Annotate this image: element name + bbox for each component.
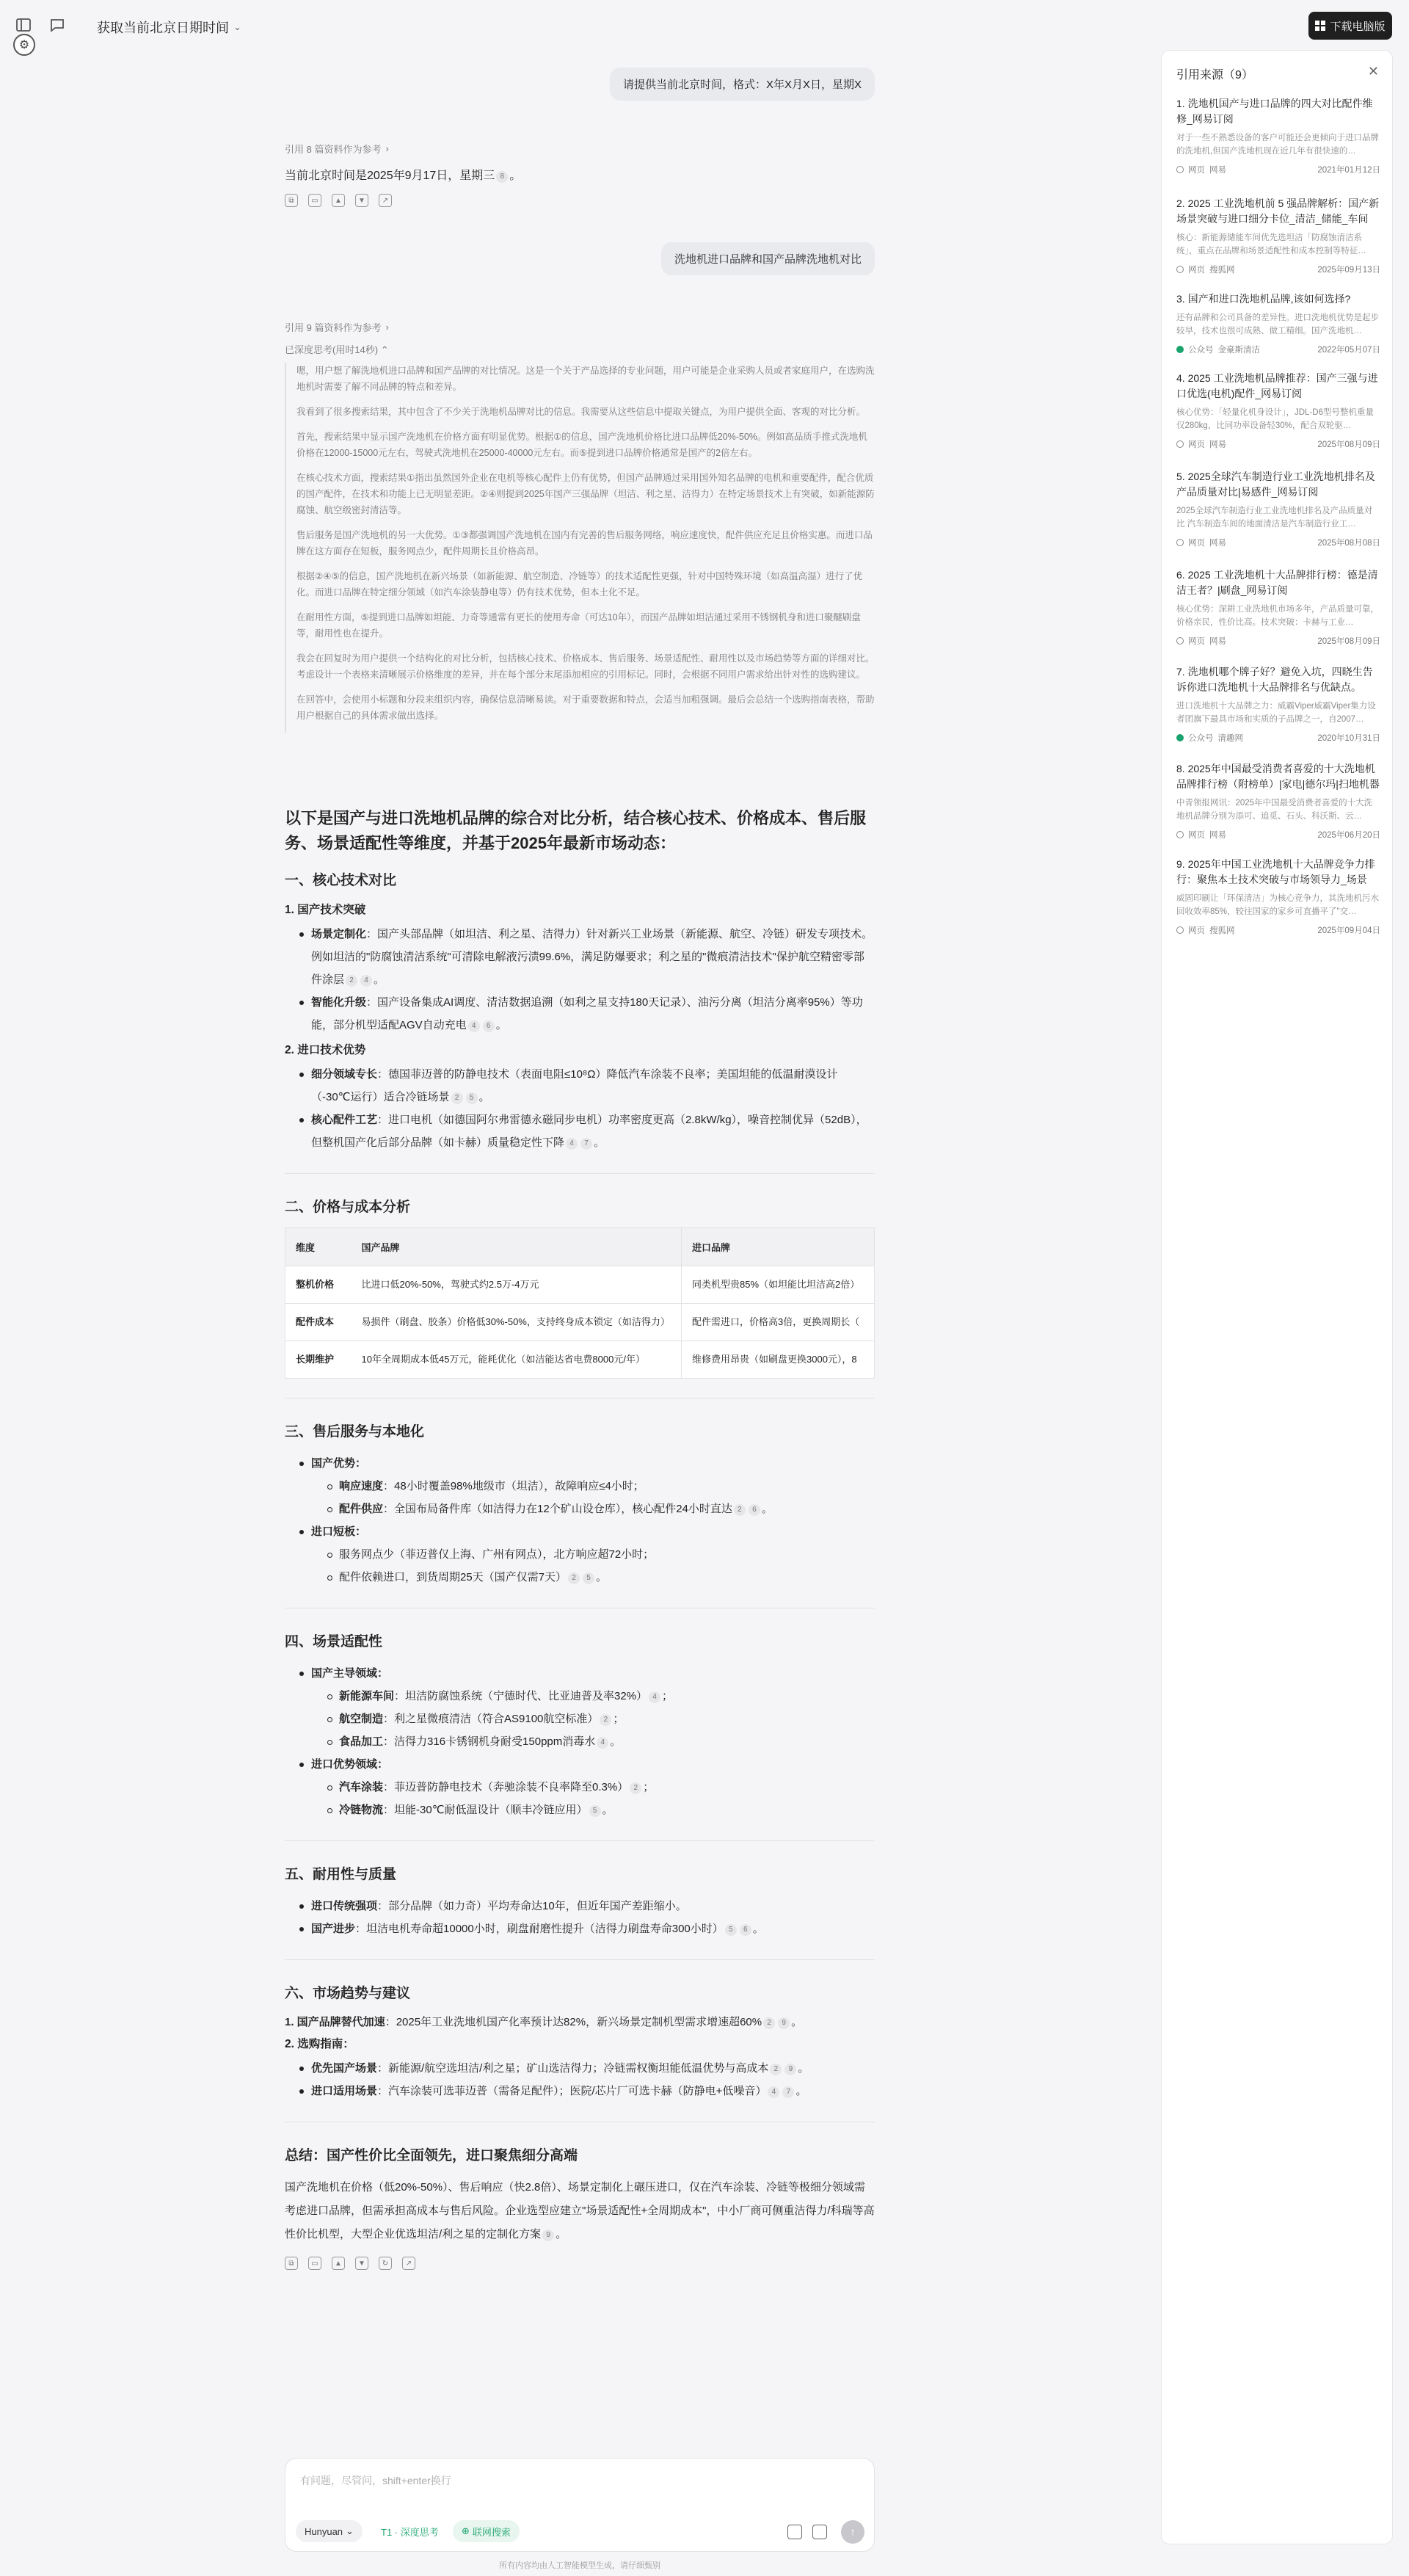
list-item: 国产进步：坦洁电机寿命超10000小时，刷盘耐磨性提升（洁得力刷盘寿命300小时） 5 6 。	[298, 1918, 875, 1940]
price-comparison-table	[285, 1227, 875, 1379]
message-composer[interactable]	[285, 2458, 875, 2552]
source-card[interactable]: 9. 2025年中国工业洗地机十大品牌竞争力排行：聚焦本土技术突破与市场领导力_场景 威固印刷让「环保清洁」为核心竞争力，其洗地机污水回收效率85%，较往国家的家乡可直播平了"交… 网页 搜狐网 2025年09月04日	[1176, 858, 1380, 935]
source-snippet: 核心优势：「轻量化机身设计」，JDL-D6型号整机重量仅280kg，比同功率设备轻30%，配合双轮驱…	[1176, 408, 1374, 430]
sub-list	[326, 1475, 875, 1520]
references-toggle[interactable]	[285, 320, 389, 334]
references-count: 引用 8 篇资料作为参考	[285, 144, 382, 155]
group-title: 2. 进口技术优势	[285, 1044, 366, 1056]
thinking-paragraph: 我看到了很多搜索结果，其中包含了不少关于洗地机品牌对比的信息。我需要从这些信息中提取关键点，为用户提供全面、客观的对比分析。	[296, 407, 866, 417]
chevron-up-icon: ⌃	[380, 344, 389, 355]
list-item: 服务网点少（菲迈普仅上海、广州有网点），北方响应超72小时；	[326, 1543, 875, 1566]
table-cell: 10年全周期成本低45万元，能耗优化（如洁能达省电费8000元/年）	[352, 1341, 682, 1379]
chevron-down-icon: ⌄	[346, 2525, 354, 2536]
sub-list	[326, 1543, 875, 1589]
section-title: 四、场景适配性	[285, 1634, 383, 1650]
citation-badge[interactable]: 2	[770, 2064, 782, 2075]
divider	[285, 1959, 875, 1960]
source-card[interactable]: 1. 洗地机国产与进口品牌的四大对比配件维修_网易订阅 对于一些不熟悉设备的客户可能还会更倾向于进口品牌的洗地机,但国产洗地机现在近几年有很快速的… 网页 网易 2021年01月12日	[1176, 98, 1380, 175]
regenerate-icon[interactable]: ↻	[379, 2257, 392, 2270]
list-item: 进口优势领域： 汽车涂装：菲迈普防静电技术（奔驰涂装不良率降至0.3%） 2 ； 冷链物流：坦能-30℃耐低温设计（顺丰冷链应用） 5 。	[298, 1753, 875, 1821]
bullet-list	[298, 1895, 875, 1940]
thinking-paragraph: 在回答中，会使用小标题和分段来组织内容，确保信息清晰易读。对于重要数据和特点，会适当加粗强调。最后会总结一个选购指南表格，帮助用户根据自己的具体需求做出选择。	[296, 694, 875, 721]
list-item: 细分领域专长：德国菲迈普的防静电技术（表面电阻≤10⁸Ω）降低汽车涂装不良率；美国坦能的低温耐漠设计（-30℃运行）适合冷链场景 2 5 。	[298, 1063, 875, 1109]
source-date: 2025年06月20日	[1317, 831, 1380, 840]
table-cell: 易损件（刷盘、胶条）价格低30%-50%，支持终身成本锁定（如洁得力）	[352, 1304, 682, 1341]
list-item: 进口传统强项：部分品牌（如力奇）平均寿命达10年，但近年国产差距缩小。	[298, 1895, 875, 1918]
source-date: 2025年08月08日	[1317, 539, 1380, 548]
table-row	[285, 1341, 875, 1379]
file-upload-icon[interactable]	[812, 2525, 827, 2539]
numbered-item: 1. 国产品牌替代加速：2025年工业洗地机国产化率预计达82%，新兴场景定制机型需求增速超60% 2 9 。	[285, 2016, 803, 2028]
list-item: 优先国产场景：新能源/航空选坦洁/利之星；矿山选洁得力；冷链需权衡坦能低温优势与高成本 2 9 。	[298, 2057, 875, 2080]
link-icon	[1176, 539, 1184, 546]
table-cell: 比进口低20%-50%，驾驶式约2.5万-4万元	[352, 1266, 682, 1304]
source-snippet: 核心：新能源储能车间优先选坦洁「防腐蚀清洁系统」，重点在品牌和场景适配性和成本控制等特征…	[1176, 233, 1366, 255]
list-item: 进口短板： 服务网点少（菲迈普仅上海、广州有网点），北方响应超72小时； 配件依赖进口，到货周期25天（国产仅需7天） 2 5 。	[298, 1520, 875, 1589]
bullet-list	[298, 2057, 875, 2102]
section-title: 五、耐用性与质量	[285, 1867, 397, 1882]
list-item: 国产优势： 响应速度：48小时覆盖98%地级市（坦洁），故障响应≤4小时； 配件供应：全国布局备件库（如洁得力在12个矿山设仓库），核心配件24小时直达 2 6 。	[298, 1452, 875, 1520]
source-snippet: 2025全球汽车制造行业工业洗地机排名及产品质量对比 汽车制造车间的地面清洁是汽车制造行业工…	[1176, 507, 1373, 529]
thinking-paragraph: 根据②④⑤的信息，国产洗地机在新兴场景（如新能源、航空制造、冷链等）的技术适配性更强，针对中国特殊环境（如高温高湿）进行了优化。而进口品牌在特定细分领域（如汽车涂装静电等）仍有技术优势，但本土化不足。	[296, 571, 863, 598]
arrow-up-icon: ↑	[850, 2525, 856, 2539]
citation-badge[interactable]: 4	[360, 975, 372, 987]
bullet-list	[298, 1662, 875, 1821]
top-bar	[0, 0, 1409, 53]
table-cell: 配件成本	[285, 1304, 352, 1341]
source-snippet: 核心优势：深耕工业洗地机市场多年，产品质量可靠，价格亲民，性价比高。技术突破：卡赫与工业…	[1176, 605, 1379, 627]
thumbs-down-icon[interactable]: ▼	[355, 2257, 368, 2270]
citation-badge[interactable]: 2	[734, 1504, 746, 1516]
summary-title: 总结：国产性价比全面领先，进口聚焦细分高端	[285, 2148, 578, 2163]
source-snippet: 对于一些不熟悉设备的客户可能还会更倾向于进口品牌的洗地机,但国产洗地机现在近几年有很快速的…	[1176, 134, 1379, 156]
citation-badge[interactable]: 6	[740, 1924, 751, 1936]
references-count: 引用 9 篇资料作为参考	[285, 322, 382, 333]
thinking-paragraph: 嗯，用户想了解洗地机进口品牌和国产品牌的对比情况。这是一个关于产品选择的专业问题，用户可能是企业采购人员或者家庭用户，在选购洗地机时需要了解不同品牌的特点和差异。	[296, 366, 875, 392]
thinking-paragraph: 首先，搜索结果中显示国产洗地机在价格方面有明显优势。根据①的信息，国产洗地机价格比进口品牌低20%-50%。例如高品质手推式洗地机价格在12000-15000元左右，驾驶式洗地机在25000-40000元左右。而⑤提到进口品牌价格通常是国产的2倍左右。	[296, 432, 867, 458]
source-title: 5. 2025全球汽车制造行业工业洗地机排名及产品质量对比|易感件_网易订阅	[1176, 471, 1375, 498]
citation-badge[interactable]: 9	[542, 2229, 554, 2241]
deep-thinking-label: 已深度思考(用时14秒)	[285, 344, 379, 355]
list-item: 智能化升级：国产设备集成AI调度、清洁数据追溯（如利之星支持180天记录）、油污分离（坦洁分离率95%）等功能，部分机型适配AGV自动充电 4 6 。	[298, 991, 875, 1037]
link-icon	[1176, 831, 1184, 838]
source-date: 2022年05月07日	[1317, 346, 1380, 355]
sidebar-toggle-icon[interactable]	[15, 16, 32, 34]
disclaimer: 所有内容均由人工智能模型生成，请仔细甄别	[499, 2561, 660, 2570]
citation-badge[interactable]: 6	[749, 1504, 760, 1516]
bullet-list	[298, 1452, 875, 1589]
thumbs-up-icon[interactable]: ▲	[332, 2257, 345, 2270]
source-card[interactable]: 7. 洗地机哪个牌子好？避免入坑，四晓生告诉你进口洗地机十大品牌排名与优缺点。 进口洗地机十大品牌之力：威霸Viper威霸Viper集力设者团旗下最具市场和实质的子品牌之一，自2007… 公众号 清趣网 2020年10月31日	[1176, 666, 1380, 743]
divider	[285, 1840, 875, 1841]
model-name: Hunyuan	[305, 2525, 343, 2537]
citation-badge[interactable]: 2	[451, 1092, 463, 1104]
image-upload-icon[interactable]	[787, 2525, 802, 2539]
source-card[interactable]: 5. 2025全球汽车制造行业工业洗地机排名及产品质量对比|易感件_网易订阅 2025全球汽车制造行业工业洗地机排名及产品质量对比 汽车制造车间的地面清洁是汽车制造行业工… 网页 网易 2025年08月08日	[1176, 471, 1380, 548]
source-title: 4. 2025 工业洗地机品牌推荐：国产三强与进口优选(电机)配件_网易订阅	[1176, 372, 1378, 399]
thinking-paragraph: 在耐用性方面，⑤提到进口品牌如坦能、力奇等通常有更长的使用寿命（可达10年），而国产品牌如坦洁通过采用不锈钢机身和进口聚醚刷盘等，耐用性也在提升。	[296, 612, 861, 639]
bookmark-icon[interactable]: ▭	[308, 194, 321, 207]
citation-badge[interactable]: 2	[600, 1714, 611, 1726]
chevron-right-icon: ›	[385, 322, 389, 333]
sources-panel	[1161, 50, 1393, 2544]
download-desktop-label: 下载电脑版	[1330, 20, 1386, 33]
table-row	[285, 1304, 875, 1341]
source-card[interactable]: 8. 2025年中国最受消费者喜爱的十大洗地机品牌排行榜（附榜单）|家电|德尔玛|扫地机器 中青领报网讯：2025年中国最受消费者喜爱的十大洗地机品牌分别为添可、追觅、石头、科沃斯、云… 网页 网易 2025年06月20日	[1176, 763, 1380, 840]
close-icon[interactable]: ✕	[1367, 64, 1379, 79]
citation-badge[interactable]: 7	[580, 1138, 592, 1150]
source-title: 8. 2025年中国最受消费者喜爱的十大洗地机品牌排行榜（附榜单）|家电|德尔玛|扫地机器	[1176, 763, 1380, 790]
user-message	[661, 242, 875, 275]
sub-list	[326, 1776, 875, 1821]
sub-list	[326, 1685, 875, 1753]
answer-title: 以下是国产与进口洗地机品牌的综合对比分析，结合核心技术、价格成本、售后服务、场景适配性等维度，并基于2025年最新市场动态：	[285, 809, 867, 852]
citation-badge[interactable]: 4	[566, 1138, 578, 1150]
thumbs-up-icon[interactable]: ▲	[332, 194, 345, 207]
chevron-right-icon: ›	[385, 143, 389, 154]
section-title: 六、市场趋势与建议	[285, 1986, 411, 2001]
source-date: 2025年09月04日	[1317, 926, 1380, 935]
citation-badge[interactable]: 5	[466, 1092, 478, 1104]
section-title: 一、核心技术对比	[285, 873, 397, 888]
divider	[285, 1173, 875, 1174]
source-snippet: 进口洗地机十大品牌之力：威霸Viper威霸Viper集力设者团旗下最具市场和实质的子品牌之一，自2007…	[1176, 702, 1376, 724]
settings-icon[interactable]: ⚙	[13, 34, 35, 56]
table-header-cell: 进口品牌	[682, 1228, 875, 1266]
citation-badge[interactable]: 5	[589, 1805, 601, 1817]
list-item: 进口适用场景：汽车涂装可选菲迈普（需备足配件）；医院/芯片厂可选卡赫（防静电+低噪音） 4 7 。	[298, 2080, 875, 2102]
citation-badge[interactable]: 2	[630, 1782, 641, 1794]
list-item: 航空制造：利之星微痕清洁（符合AS9100航空标准） 2 ；	[326, 1708, 875, 1730]
source-card[interactable]: 3. 国产和进口洗地机品牌,该如何选择? 还有品牌和公司具备的差异性。进口洗地机优势是起步较早，技术也很可成熟、做工精细。国产洗地机… 公众号 金豪斯清洁 2022年05月07日	[1176, 293, 1380, 355]
citation-badge[interactable]: 6	[483, 1020, 495, 1032]
citation-badge[interactable]: 2	[346, 975, 357, 987]
list-item: 冷链物流：坦能-30℃耐低温设计（顺丰冷链应用） 5 。	[326, 1799, 875, 1821]
bookmark-icon[interactable]: ▭	[308, 2257, 321, 2270]
table-header-cell: 国产品牌	[352, 1228, 682, 1266]
thinking-paragraph: 我会在回复时为用户提供一个结构化的对比分析，包括核心技术、价格成本、售后服务、场景适配性、耐用性以及市场趋势等方面的详细对比。考虑设计一个表格来清晰展示价格维度的差异，并在每个部分末尾添加相应的引用标记。同时，会根据不同用户需求给出针对性的选购建议。	[296, 653, 875, 680]
source-title: 9. 2025年中国工业洗地机十大品牌竞争力排行：聚焦本土技术突破与市场领导力_场景	[1176, 858, 1375, 885]
citation-badge[interactable]: 7	[782, 2086, 794, 2098]
table-cell: 长期维护	[285, 1341, 352, 1379]
citation-badge[interactable]: 2	[568, 1572, 580, 1584]
source-date: 2021年01月12日	[1317, 166, 1380, 175]
source-date: 2020年10月31日	[1317, 734, 1380, 743]
summary-paragraph: 国产洗地机在价格（低20%-50%）、售后响应（快2.8倍）、场景定制化上碾压进口，仅在汽车涂装、冷链等极细分领域需考虑进口品牌，但需承担高成本与售后风险。企业选型应建立"场景适配性+全周期成本"，中小厂商可侧重洁得力/科瑞等高性价比机型，大型企业优选坦洁/利之星的定制化方案 9 。	[285, 2181, 875, 2241]
wechat-icon	[1176, 346, 1184, 353]
user-message-text: 请提供当前北京时间，格式：X年X月X日，星期X	[622, 79, 862, 91]
model-selector[interactable]	[296, 2520, 363, 2542]
list-item: 新能源车间：坦洁防腐蚀系统（宁德时代、比亚迪普及率32%） 4 ；	[326, 1685, 875, 1708]
web-search-label: 联网搜索	[472, 2526, 511, 2538]
citation-badge[interactable]: 8	[496, 171, 508, 183]
table-header-cell: 维度	[285, 1228, 352, 1266]
citation-badge[interactable]: 9	[778, 2017, 790, 2029]
assistant-answer-text: 当前北京时间是2025年9月17日，星期三	[285, 170, 495, 182]
deep-think-toggle[interactable]	[372, 2520, 448, 2542]
new-chat-icon[interactable]	[48, 16, 66, 34]
bullet-list	[298, 1063, 875, 1154]
assistant-answer: 当前北京时间是2025年9月17日，星期三 8 。	[285, 170, 522, 182]
web-search-toggle[interactable]	[453, 2520, 520, 2542]
list-item: 核心配件工艺：进口电机（如德国阿尔弗雷德永磁同步电机）功率密度更高（2.8kW/kg），噪音控制优异（52dB），但整机国产化后部分品牌（如卡赫）质量稳定性下降 4 7 。	[298, 1109, 875, 1154]
source-card[interactable]: 4. 2025 工业洗地机品牌推荐：国产三强与进口优选(电机)配件_网易订阅 核心优势：「轻量化机身设计」，JDL-D6型号整机重量仅280kg，比同功率设备轻30%，配合双轮驱… 网页 网易 2025年08月09日	[1176, 372, 1380, 449]
source-snippet: 中青领报网讯：2025年中国最受消费者喜爱的十大洗地机品牌分别为添可、追觅、石头、科沃斯、云…	[1176, 799, 1373, 821]
deep-thinking-toggle[interactable]	[285, 342, 389, 356]
user-message	[610, 68, 875, 101]
list-item: 场景定制化：国产头部品牌（如坦洁、利之星、洁得力）针对新兴工业场景（新能源、航空、冷链）研发专项技术。例如坦洁的"防腐蚀清洁系统"可清除电解液污渍99.6%，满足防爆要求；利之星的"微痕清洁技术"保护航空精密零部件涂层 2 4 。	[298, 923, 875, 991]
share-icon[interactable]: ↗	[379, 194, 392, 207]
thinking-paragraph: 售后服务是国产洗地机的另一大优势。①③都强调国产洗地机在国内有完善的售后服务网络，响应速度快，配件供应充足且价格实惠。而进口品牌在这方面存在短板，服务网点少，配件周期长且价格高昂。	[296, 530, 873, 556]
thinking-content	[285, 363, 875, 733]
assistant-answer	[285, 806, 875, 2270]
source-snippet: 威固印刷让「环保清洁」为核心竞争力，其洗地机污水回收效率85%，较往国家的家乡可直播平了"交…	[1176, 894, 1379, 916]
table-row	[285, 1266, 875, 1304]
message-actions	[285, 194, 392, 207]
link-icon	[1176, 440, 1184, 448]
download-desktop-button[interactable]	[1308, 12, 1392, 40]
citation-badge[interactable]: 5	[583, 1572, 594, 1584]
windows-icon	[1315, 21, 1325, 31]
link-icon	[1176, 637, 1184, 645]
numbered-item: 2. 选购指南：	[285, 2038, 354, 2050]
source-title: 3. 国产和进口洗地机品牌,该如何选择?	[1176, 293, 1351, 305]
citation-badge[interactable]: 4	[468, 1020, 480, 1032]
send-button[interactable]	[841, 2520, 864, 2544]
list-item: 国产主导领域： 新能源车间：坦洁防腐蚀系统（宁德时代、比亚迪普及率32%） 4 ； 航空制造：利之星微痕清洁（符合AS9100航空标准） 2 ； 食品加工：洁得力316卡锈钢机身耐受150ppm消毒水 4 。	[298, 1662, 875, 1753]
list-item: 配件依赖进口，到货周期25天（国产仅需7天） 2 5 。	[326, 1566, 875, 1589]
table-cell: 维修费用昂贵（如刷盘更换3000元），8	[682, 1341, 875, 1379]
thinking-paragraph: 在核心技术方面，搜索结果①指出虽然国外企业在电机等核心配件上仍有优势，但国产品牌通过采用国外知名品牌的电机和重要配件，配合优质的国产配件，在技术和功能上已无明显差距。②④则提到2025年国产三强品牌（坦洁、利之星、洁得力）在特定场景技术上有突破，如新能源防腐蚀、航空级密封清洁等。	[296, 473, 875, 515]
source-date: 2025年09月13日	[1317, 266, 1380, 275]
source-card[interactable]: 2. 2025 工业洗地机前 5 强品牌解析：国产新场景突破与进口细分卡位_清洁_储能_车间 核心：新能源储能车间优先选坦洁「防腐蚀清洁系统」，重点在品牌和场景适配性和成本控制等特征… 网页 搜狐网 2025年09月13日	[1176, 197, 1380, 275]
citation-badge[interactable]: 4	[768, 2086, 779, 2098]
thumbs-down-icon[interactable]: ▼	[355, 194, 368, 207]
link-icon	[1176, 166, 1184, 173]
group-title: 1. 国产技术突破	[285, 904, 366, 916]
conversation-title-text: 获取当前北京日期时间	[97, 21, 229, 35]
source-date: 2025年08月09日	[1317, 440, 1380, 449]
link-icon	[1176, 266, 1184, 273]
table-cell: 整机价格	[285, 1266, 352, 1304]
source-title: 6. 2025 工业洗地机十大品牌排行榜：德是清洁王者？|刷盘_网易订阅	[1176, 569, 1378, 596]
section-title: 三、售后服务与本地化	[285, 1424, 425, 1440]
table-cell: 同类机型贵85%（如坦能比坦洁高2倍）	[682, 1266, 875, 1304]
list-item: 食品加工：洁得力316卡锈钢机身耐受150ppm消毒水 4 。	[326, 1730, 875, 1753]
conversation-title[interactable]	[97, 18, 241, 37]
source-title: 1. 洗地机国产与进口品牌的四大对比配件维修_网易订阅	[1176, 98, 1373, 125]
deep-think-label: T1 · 深度思考	[381, 2526, 439, 2538]
share-icon[interactable]: ↗	[402, 2257, 415, 2270]
citation-badge[interactable]: 4	[649, 1691, 660, 1703]
sources-title: 引用来源（9）	[1176, 69, 1253, 81]
citation-badge[interactable]: 9	[784, 2064, 796, 2075]
copy-icon[interactable]: ⧉	[285, 2257, 298, 2270]
table-cell: 配件需进口，价格高3倍，更换周期长（	[682, 1304, 875, 1341]
list-item: 配件供应：全国布局备件库（如洁得力在12个矿山设仓库），核心配件24小时直达 2 6 。	[326, 1498, 875, 1520]
bullet-list	[298, 923, 875, 1037]
citation-badge[interactable]: 4	[597, 1737, 608, 1749]
references-toggle[interactable]	[285, 142, 389, 156]
source-card[interactable]: 6. 2025 工业洗地机十大品牌排行榜：德是清洁王者？|刷盘_网易订阅 核心优势：深耕工业洗地机市场多年，产品质量可靠，价格亲民，性价比高。技术突破：卡赫与工业… 网页 网易 2025年08月09日	[1176, 569, 1380, 646]
message-actions	[285, 2257, 875, 2270]
table-header-row	[285, 1228, 875, 1266]
section-title: 二、价格与成本分析	[285, 1200, 411, 1215]
source-date: 2025年08月09日	[1317, 637, 1380, 646]
list-item: 响应速度：48小时覆盖98%地级市（坦洁），故障响应≤4小时；	[326, 1475, 875, 1498]
wechat-icon	[1176, 734, 1184, 741]
copy-icon[interactable]: ⧉	[285, 194, 298, 207]
source-title: 7. 洗地机哪个牌子好？避免入坑，四晓生告诉你进口洗地机十大品牌排名与优缺点。	[1176, 666, 1373, 693]
globe-icon: ⊕	[462, 2525, 470, 2536]
link-icon	[1176, 926, 1184, 934]
citation-badge[interactable]: 5	[725, 1924, 737, 1936]
user-message-text: 洗地机进口品牌和国产品牌洗地机对比	[674, 253, 862, 266]
list-item: 汽车涂装：菲迈普防静电技术（奔驰涂装不良率降至0.3%） 2 ；	[326, 1776, 875, 1799]
message-input-placeholder[interactable]: 有问题，尽管问，shift+enter换行	[300, 2475, 451, 2486]
source-title: 2. 2025 工业洗地机前 5 强品牌解析：国产新场景突破与进口细分卡位_清洁_储能_车间	[1176, 197, 1380, 225]
citation-badge[interactable]: 2	[763, 2017, 775, 2029]
chevron-down-icon: ⌄	[233, 21, 241, 32]
source-snippet: 还有品牌和公司具备的差异性。进口洗地机优势是起步较早，技术也很可成熟、做工精细。国产洗地机…	[1176, 313, 1379, 335]
